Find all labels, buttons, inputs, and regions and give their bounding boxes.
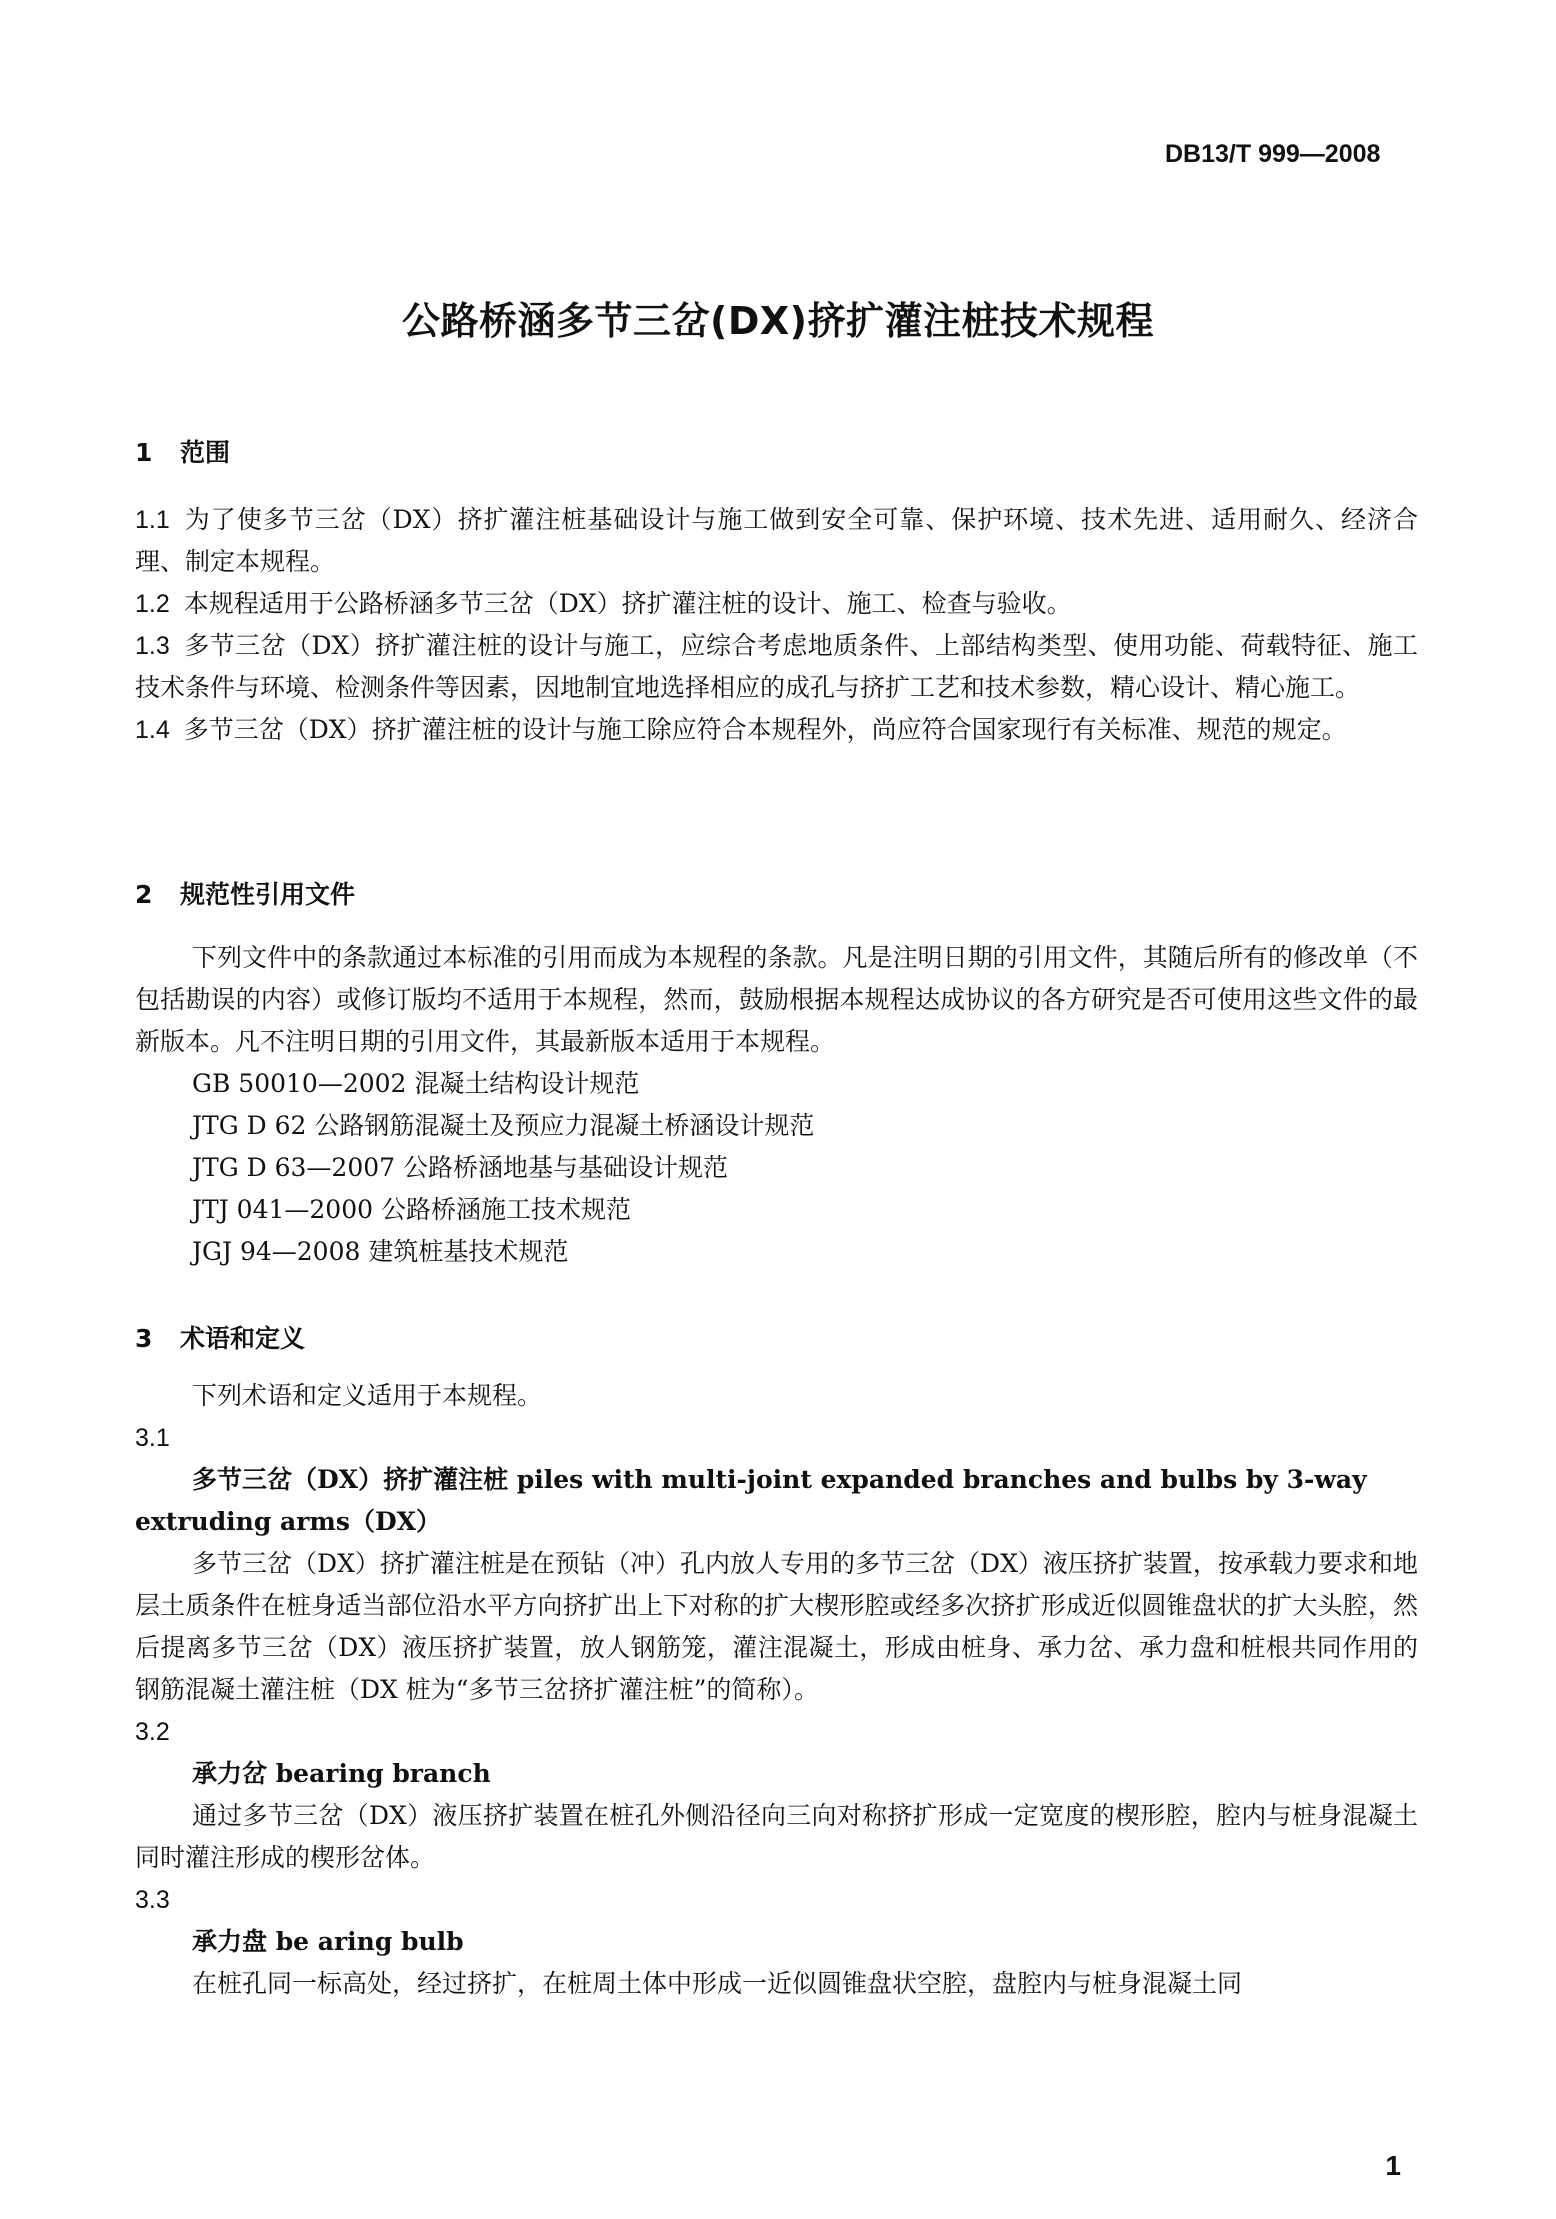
clause-number: 1.3 bbox=[135, 632, 170, 660]
clause-1-1 bbox=[135, 499, 1418, 583]
normative-reference: JTG D 63—2007 公路桥涵地基与基础设计规范 bbox=[192, 1153, 728, 1182]
term-definition: 通过多节三岔（DX）液压挤扩装置在桩孔外侧沿径向三向对称挤扩形成一定宽度的楔形腔，腔内与桩身混凝土同时灌注形成的楔形岔体。 bbox=[135, 1801, 1418, 1872]
clause-number: 1.4 bbox=[135, 716, 170, 744]
term-name: 多节三岔（DX）挤扩灌注桩 piles with multi-joint expanded branches and bulbs by 3-way bbox=[192, 1465, 1367, 1494]
standard-number: DB13/T 999—2008 bbox=[1165, 140, 1381, 168]
term-number: 3.1 bbox=[135, 1424, 170, 1452]
section-2-body bbox=[135, 937, 1418, 1273]
page-number: 1 bbox=[1385, 2150, 1401, 2181]
clause-number: 1.2 bbox=[135, 590, 170, 618]
section-title: 术语和定义 bbox=[180, 1324, 306, 1353]
normative-reference: JGJ 94—2008 建筑桩基技术规范 bbox=[192, 1237, 569, 1266]
term-name: 承力岔 bearing branch bbox=[192, 1759, 491, 1788]
term-number: 3.3 bbox=[135, 1886, 170, 1914]
term-number: 3.2 bbox=[135, 1718, 170, 1746]
section-1-heading bbox=[135, 432, 1418, 474]
section-3-body bbox=[135, 1375, 1418, 2005]
normative-reference: JTJ 041—2000 公路桥涵施工技术规范 bbox=[192, 1195, 631, 1224]
section-1-clauses bbox=[135, 499, 1418, 751]
term-name: 承力盘 be aring bulb bbox=[192, 1927, 464, 1956]
section-number: 1 bbox=[135, 438, 153, 467]
section-3-intro: 下列术语和定义适用于本规程。 bbox=[192, 1381, 543, 1410]
clause-number: 1.1 bbox=[135, 506, 170, 534]
normative-reference: JTG D 62 公路钢筋混凝土及预应力混凝土桥涵设计规范 bbox=[192, 1111, 815, 1140]
section-2-heading bbox=[135, 874, 1418, 916]
section-3-heading bbox=[135, 1318, 1418, 1360]
clause-1-2 bbox=[135, 583, 1418, 625]
clause-text: 多节三岔（DX）挤扩灌注桩的设计与施工除应符合本规程外，尚应符合国家现行有关标准、规范的规定。 bbox=[183, 715, 1347, 744]
clause-1-4 bbox=[135, 709, 1418, 751]
normative-reference: GB 50010—2002 混凝土结构设计规范 bbox=[192, 1069, 640, 1098]
term-definition: 多节三岔（DX）挤扩灌注桩是在预钻（冲）孔内放人专用的多节三岔（DX）液压挤扩装置，按承载力要求和地层土质条件在桩身适当部位沿水平方向挤扩出上下对称的扩大楔形腔或经多次挤扩形成近似圆锥盘状的扩大头腔，然后提离多节三岔（DX）液压挤扩装置，放人钢筋笼，灌注混凝土，形成由桩身、承力岔、承力盘和桩根共同作用的钢筋混凝土灌注桩（DX 桩为“多节三岔挤扩灌注桩”的简称）。 bbox=[135, 1549, 1418, 1704]
section-number: 2 bbox=[135, 880, 153, 909]
clause-1-3 bbox=[135, 625, 1418, 709]
clause-text: 多节三岔（DX）挤扩灌注桩的设计与施工，应综合考虑地质条件、上部结构类型、使用功能、荷载特征、施工技术条件与环境、检测条件等因素，因地制宜地选择相应的成孔与挤扩工艺和技术参数，精心设计、精心施工。 bbox=[135, 631, 1418, 702]
section-2-intro: 下列文件中的条款通过本标准的引用而成为本规程的条款。凡是注明日期的引用文件，其随后所有的修改单（不包括勘误的内容）或修订版均不适用于本规程，然而，鼓励根据本规程达成协议的各方研究是否可使用这些文件的最新版本。凡不注明日期的引用文件，其最新版本适用于本规程。 bbox=[135, 943, 1418, 1056]
section-title: 范围 bbox=[180, 438, 231, 467]
document-title: 公路桥涵多节三岔(DX)挤扩灌注桩技术规程 bbox=[401, 299, 1155, 343]
clause-text: 为了使多节三岔（DX）挤扩灌注桩基础设计与施工做到安全可靠、保护环境、技术先进、适用耐久、经济合理、制定本规程。 bbox=[135, 505, 1418, 576]
section-number: 3 bbox=[135, 1324, 153, 1353]
term-definition: 在桩孔同一标高处，经过挤扩，在桩周土体中形成一近似圆锥盘状空腔，盘腔内与桩身混凝土同 bbox=[192, 1969, 1243, 1998]
clause-text: 本规程适用于公路桥涵多节三岔（DX）挤扩灌注桩的设计、施工、检查与验收。 bbox=[183, 589, 1072, 618]
section-title: 规范性引用文件 bbox=[180, 880, 356, 909]
term-name-continued: extruding arms（DX） bbox=[135, 1507, 442, 1536]
